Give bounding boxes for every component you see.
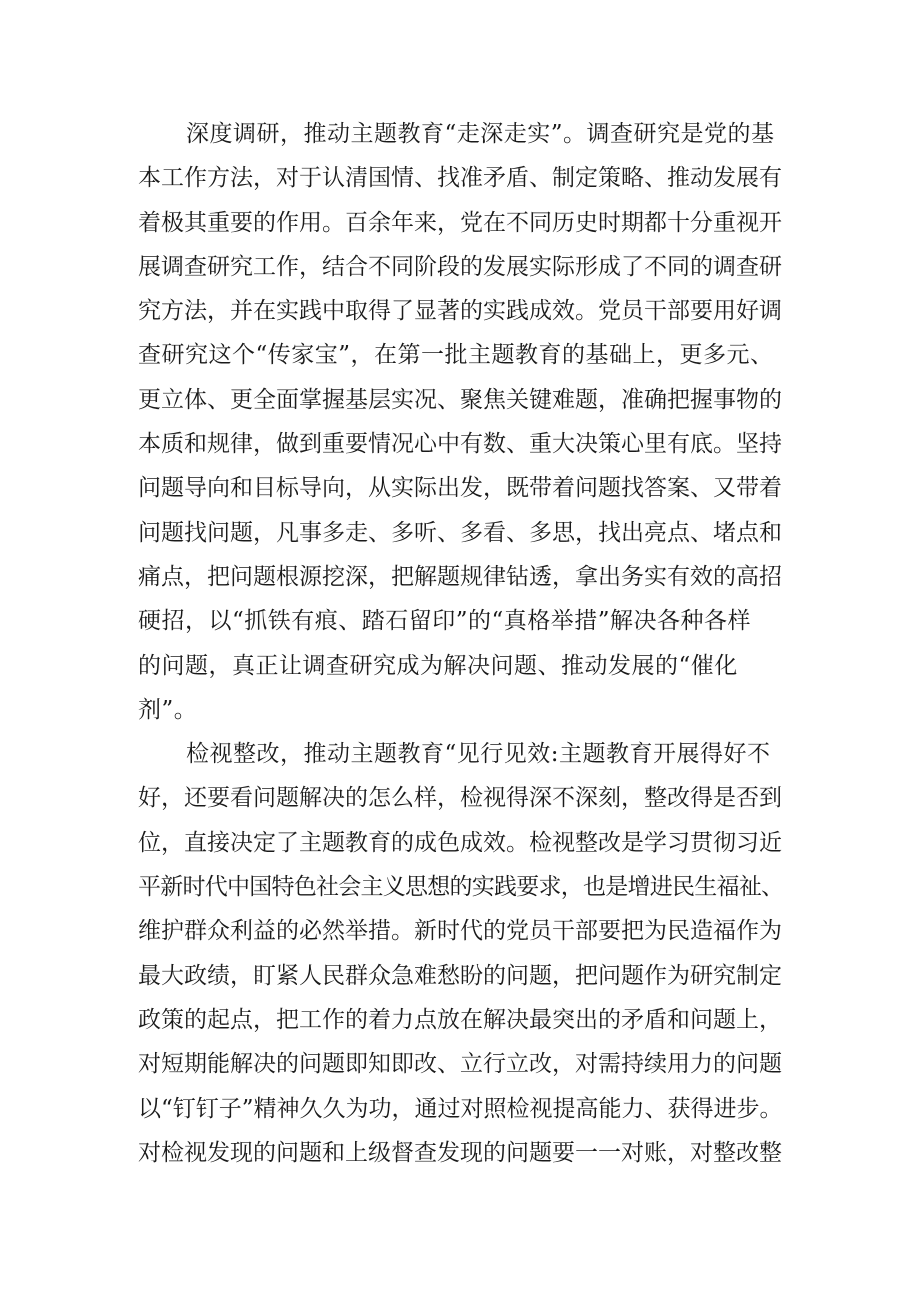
text-line: 硬招，以“抓铁有痕、踏石留印”的“真格举措”解决各种各样 <box>138 608 752 635</box>
text-line: 维护群众利益的必然举措。新时代的党员干部要把为民造福作为 <box>138 918 782 945</box>
paragraph-rectification <box>138 732 788 1175</box>
text-line: 问题导向和目标导向，从实际出发，既带着问题找答案、又带着 <box>138 475 782 502</box>
text-line: 更立体、更全面掌握基层实况、聚焦关键难题，准确把握事物的 <box>138 386 782 413</box>
text-line: 问题找问题，凡事多走、多听、多看、多思，找出亮点、堵点和 <box>138 519 782 546</box>
text-line: 最大政绩，盯紧人民群众急难愁盼的问题，把问题作为研究制定 <box>138 962 782 989</box>
paragraph-research <box>138 112 788 732</box>
text-line: 政策的起点，把工作的着力点放在解决最突出的矛盾和问题上， <box>138 1006 782 1033</box>
text-line: 究方法，并在实践中取得了显著的实践成效。党员干部要用好调 <box>138 298 782 325</box>
text-line: 本工作方法，对于认清国情、找准矛盾、制定策略、推动发展有 <box>138 165 782 192</box>
text-line: 本质和规律，做到重要情况心中有数、重大决策心里有底。坚持 <box>138 431 782 458</box>
text-line: 以“钉钉子”精神久久为功，通过对照检视提高能力、获得进步。 <box>138 1095 783 1122</box>
text-line: 查研究这个“传家宝”，在第一批主题教育的基础上，更多元、 <box>138 342 774 369</box>
text-line: 着极其重要的作用。百余年来，党在不同历史时期都十分重视开 <box>138 209 782 236</box>
text-line: 好，还要看问题解决的怎么样，检视得深不深刻，整改得是否到 <box>138 785 782 812</box>
text-line: 对短期能解决的问题即知即改、立行立改，对需持续用力的问题 <box>138 1051 782 1078</box>
text-line: 痛点，把问题根源挖深，把解题规律钻透，拿出务实有效的高招 <box>138 563 782 590</box>
body-text <box>138 112 788 1175</box>
text-line: 平新时代中国特色社会主义思想的实践要求，也是增进民生福祉、 <box>138 874 784 901</box>
text-line: 剂”。 <box>138 696 198 723</box>
text-line: 对检视发现的问题和上级督查发现的问题要一一对账，对整改整 <box>138 1139 782 1166</box>
text-line: 的问题，真正让调查研究成为解决问题、推动发展的“催化 <box>138 652 738 679</box>
text-line: 位，直接决定了主题教育的成色成效。检视整改是学习贯彻习近 <box>138 829 782 856</box>
text-line: 展调查研究工作，结合不同阶段的发展实际形成了不同的调查研 <box>138 253 782 280</box>
text-line: 深度调研，推动主题教育“走深走实”。调查研究是党的基 <box>186 121 775 147</box>
text-line: 检视整改，推动主题教育“见行见效:主题教育开展得好不 <box>186 741 771 768</box>
